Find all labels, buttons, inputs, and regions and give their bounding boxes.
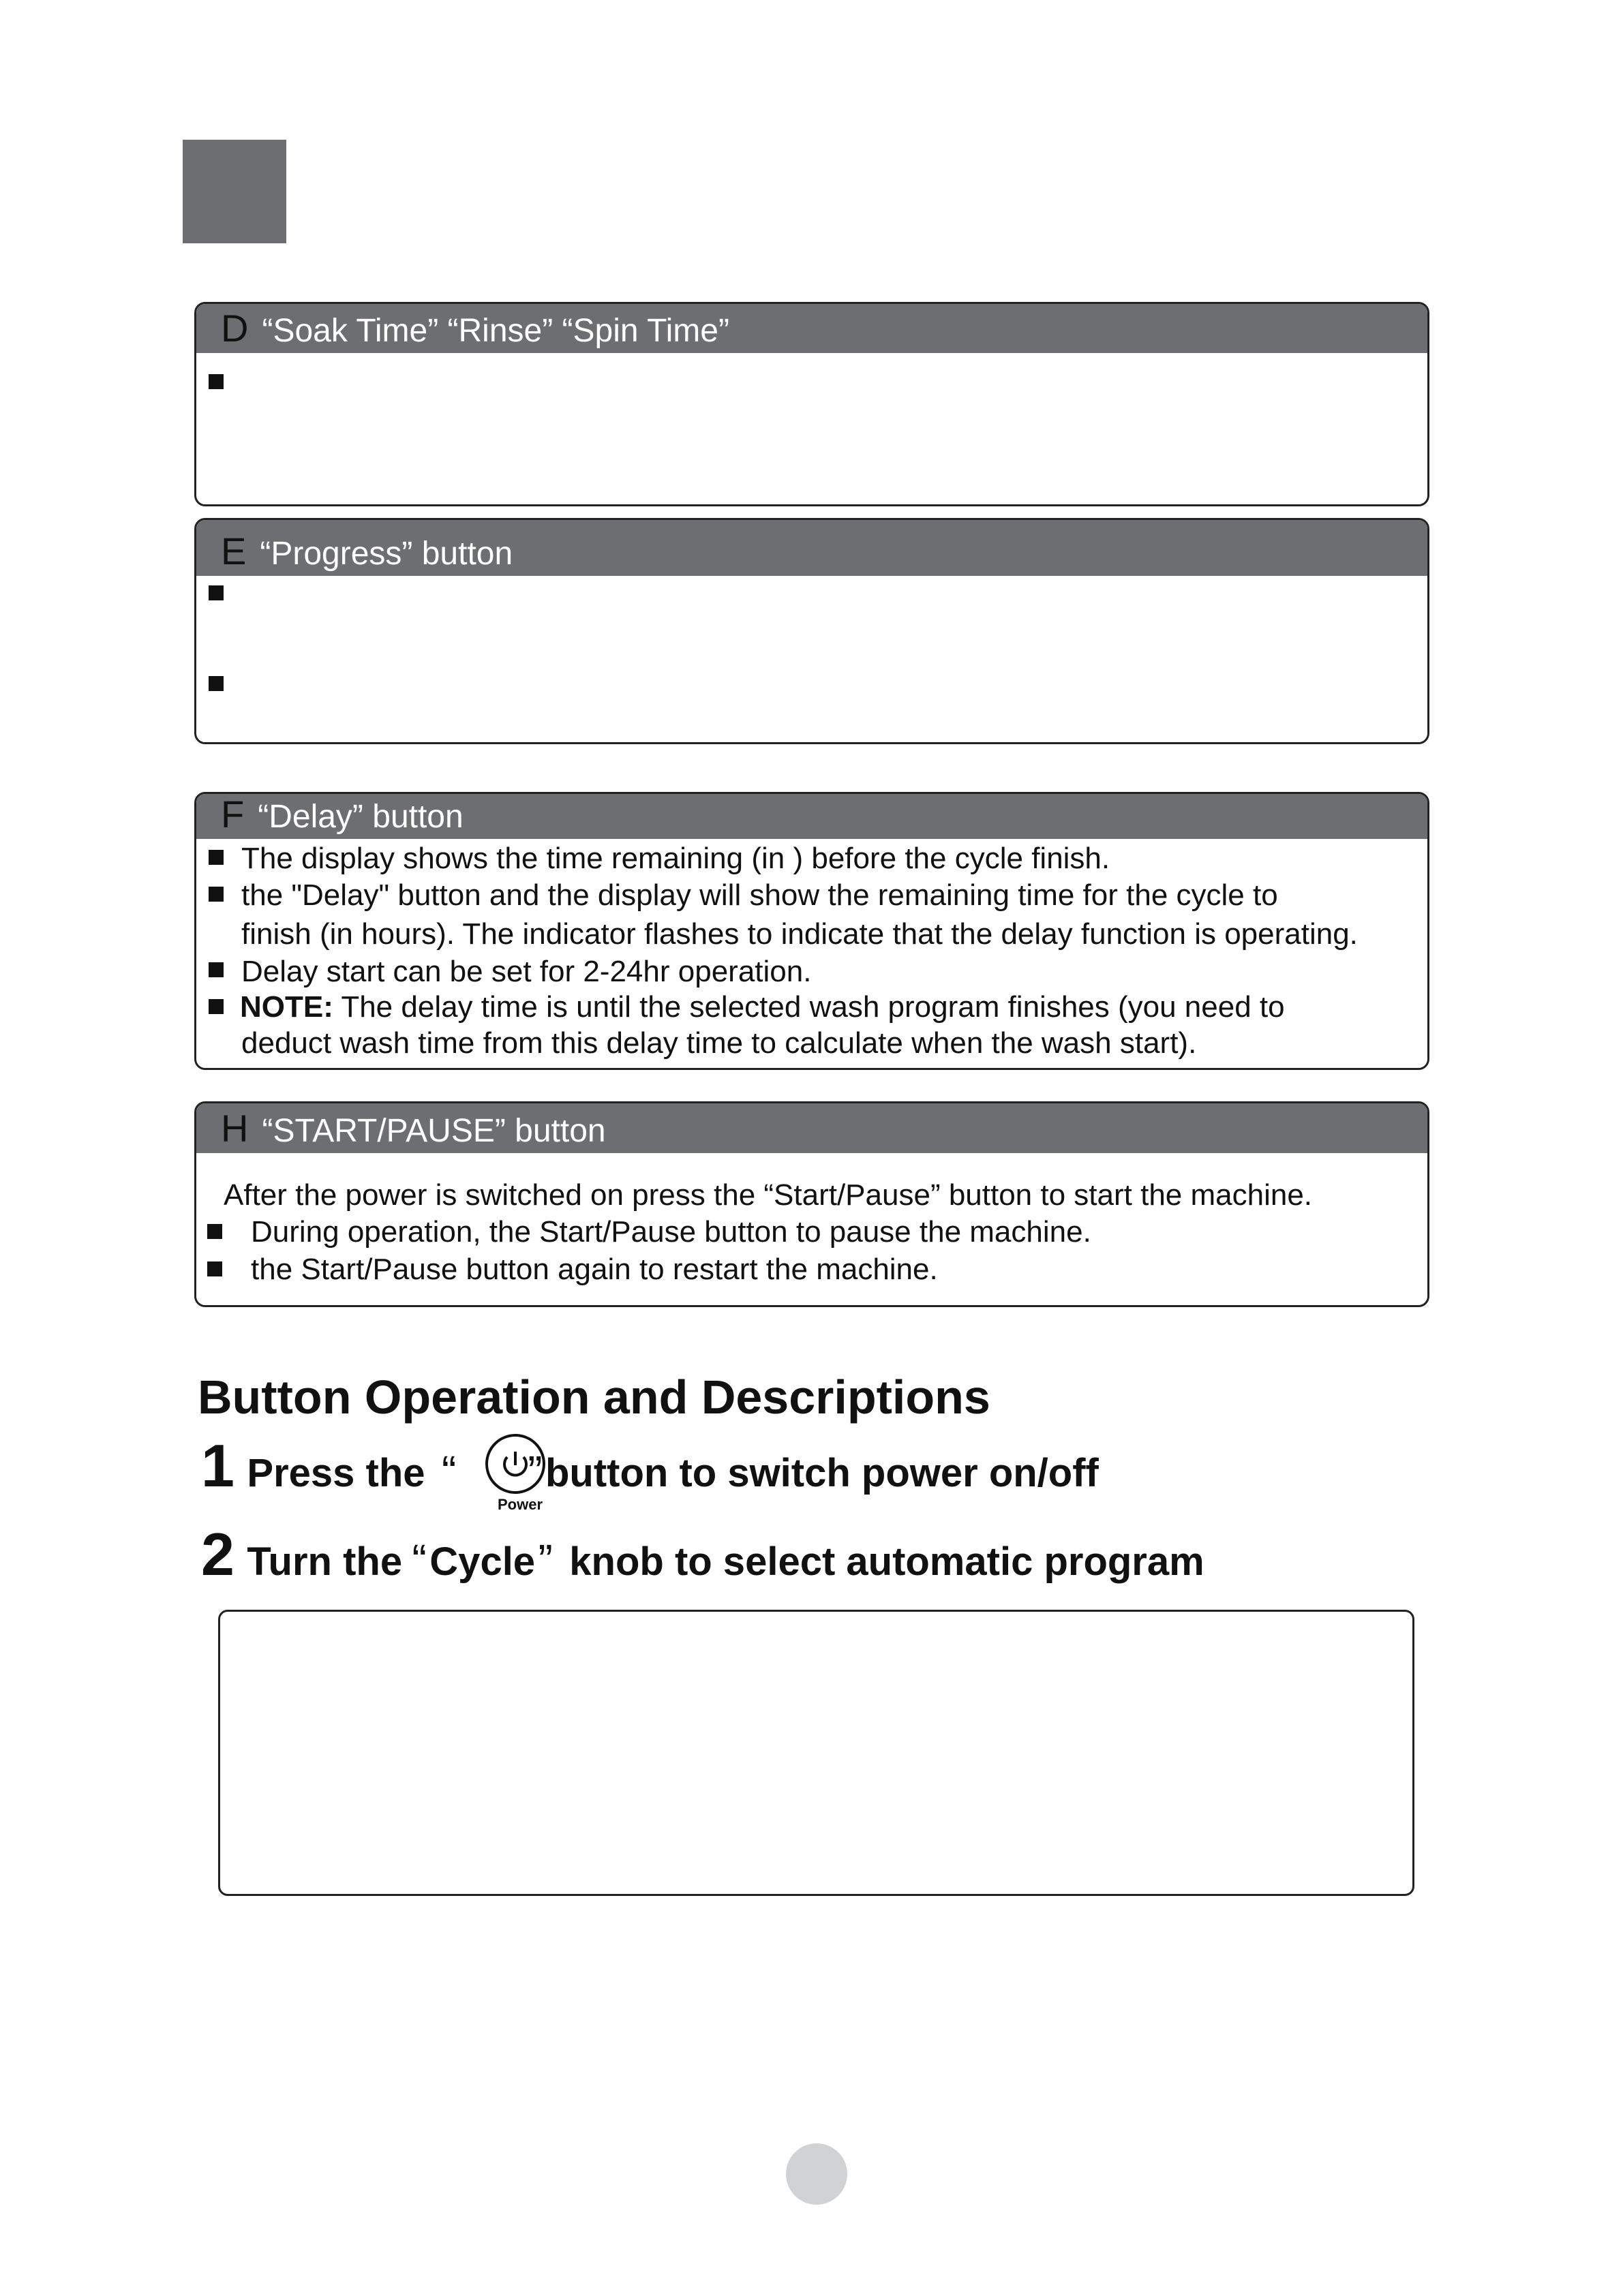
section-d-title: “Soak Time” “Rinse” “Spin Time” <box>262 313 729 349</box>
step-2-prefix: Turn the <box>247 1540 403 1584</box>
section-h-line-2: During operation, the Start/Pause button to pause the machine. <box>251 1215 1091 1249</box>
step-1-open-quote: “ <box>442 1447 457 1496</box>
section-f-line-2: the "Delay" button and the display will show the remaining time for the cycle to <box>241 878 1278 912</box>
step-2-knob-name: Cycle <box>429 1540 536 1584</box>
step-2-number: 2 <box>201 1520 234 1588</box>
power-icon <box>485 1434 545 1494</box>
corner-square <box>183 140 286 243</box>
section-e-title: “Progress” button <box>260 536 513 572</box>
section-f-header <box>196 794 1427 839</box>
section-e-letter: E <box>221 530 247 572</box>
step-1-number: 1 <box>201 1432 234 1499</box>
bullet <box>207 1224 222 1239</box>
section-h-title: “START/PAUSE” button <box>262 1113 606 1149</box>
step-2-suffix: knob to select automatic program <box>569 1540 1204 1584</box>
section-h-header <box>196 1103 1427 1153</box>
bullet <box>209 374 224 389</box>
section-f-line-6: deduct wash time from this delay time to calculate when the wash start). <box>241 1026 1197 1060</box>
bullet <box>209 962 224 977</box>
section-f-letter: F <box>221 793 245 836</box>
bullet <box>207 1261 222 1276</box>
section-d-letter: D <box>221 307 249 350</box>
program-box <box>218 1610 1414 1896</box>
bullet <box>209 999 224 1014</box>
step-1-prefix: Press the <box>247 1451 425 1495</box>
section-h-letter: H <box>221 1107 249 1150</box>
section-f-line-5: The delay time is until the selected wash program finishes (you need to <box>341 990 1285 1024</box>
section-f-line-1: The display shows the time remaining (in ) before the cycle finish. <box>241 842 1110 875</box>
step-2-open-quote: “ <box>412 1535 427 1585</box>
section-h-box <box>194 1101 1429 1307</box>
step-1-suffix: button to switch power on/off <box>545 1451 1099 1495</box>
bullet <box>209 676 224 691</box>
note-label: NOTE: <box>240 990 333 1024</box>
step-1 <box>201 1431 1099 1501</box>
step-1-close-quote: ” <box>528 1447 543 1496</box>
bullet <box>209 585 224 600</box>
section-f-note-line <box>240 990 1285 1024</box>
section-h-line-1: After the power is switched on press the “Start/Pause” button to start the machine. <box>224 1178 1313 1212</box>
section-f-line-3: finish (in hours). The indicator flashes to indicate that the delay function is operating. <box>241 917 1358 951</box>
section-e-box <box>194 518 1429 744</box>
step-2 <box>201 1520 1204 1589</box>
page-number-circle <box>786 2143 847 2205</box>
section-f-title: “Delay” button <box>258 799 464 835</box>
page-heading: Button Operation and Descriptions <box>198 1371 990 1424</box>
step-2-close-quote: ” <box>538 1535 553 1585</box>
section-h-line-3: the Start/Pause button again to restart the machine. <box>251 1253 938 1286</box>
section-f-line-4: Delay start can be set for 2-24hr operation. <box>241 955 812 988</box>
bullet <box>209 887 224 902</box>
section-e-header <box>196 520 1427 576</box>
section-f-box <box>194 792 1429 1070</box>
section-d-header <box>196 304 1427 353</box>
bullet <box>209 850 224 865</box>
power-label: Power <box>498 1496 543 1513</box>
section-d-box <box>194 302 1429 506</box>
